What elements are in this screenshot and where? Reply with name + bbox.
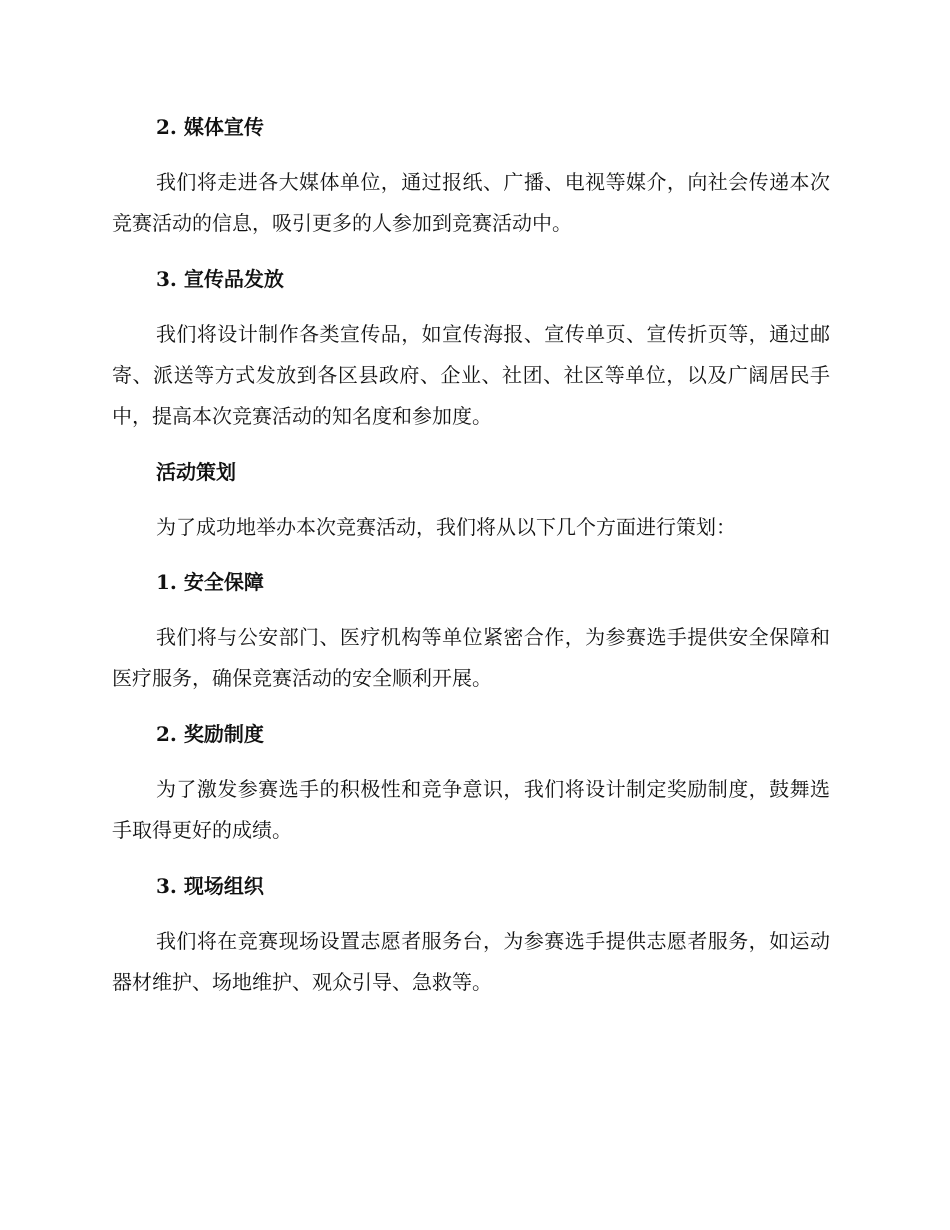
section-heading-rewards: 2. 奖励制度: [156, 722, 264, 746]
paragraph-onsite-organization: 我们将在竞赛现场设置志愿者服务台，为参赛选手提供志愿者服务，如运动器材维护、场地维护、观众引导、急救等。: [112, 929, 830, 994]
paragraph-rewards: 为了激发参赛选手的积极性和竞争意识，我们将设计制定奖励制度，鼓舞选手取得更好的成绩。: [112, 777, 830, 842]
paragraph-safety: 我们将与公安部门、医疗机构等单位紧密合作，为参赛选手提供安全保障和医疗服务，确保竞赛活动的安全顺利开展。: [112, 625, 830, 690]
document-body: [112, 108, 830, 1019]
section-heading-promo-materials: 3. 宣传品发放: [156, 267, 284, 291]
section-heading-onsite-organization: 3. 现场组织: [156, 874, 264, 898]
section-heading-safety: 1. 安全保障: [156, 570, 264, 594]
section-heading-activity-planning: 活动策划: [156, 460, 236, 484]
paragraph-media-promotion: 我们将走进各大媒体单位，通过报纸、广播、电视等媒介，向社会传递本次竞赛活动的信息，吸引更多的人参加到竞赛活动中。: [112, 170, 830, 235]
section-heading-media-promotion: 2. 媒体宣传: [156, 115, 264, 139]
paragraph-activity-planning: 为了成功地举办本次竞赛活动，我们将从以下几个方面进行策划：: [156, 515, 736, 539]
paragraph-promo-materials: 我们将设计制作各类宣传品，如宣传海报、宣传单页、宣传折页等，通过邮寄、派送等方式发放到各区县政府、企业、社团、社区等单位，以及广阔居民手中，提高本次竞赛活动的知名度和参加度。: [112, 322, 830, 428]
